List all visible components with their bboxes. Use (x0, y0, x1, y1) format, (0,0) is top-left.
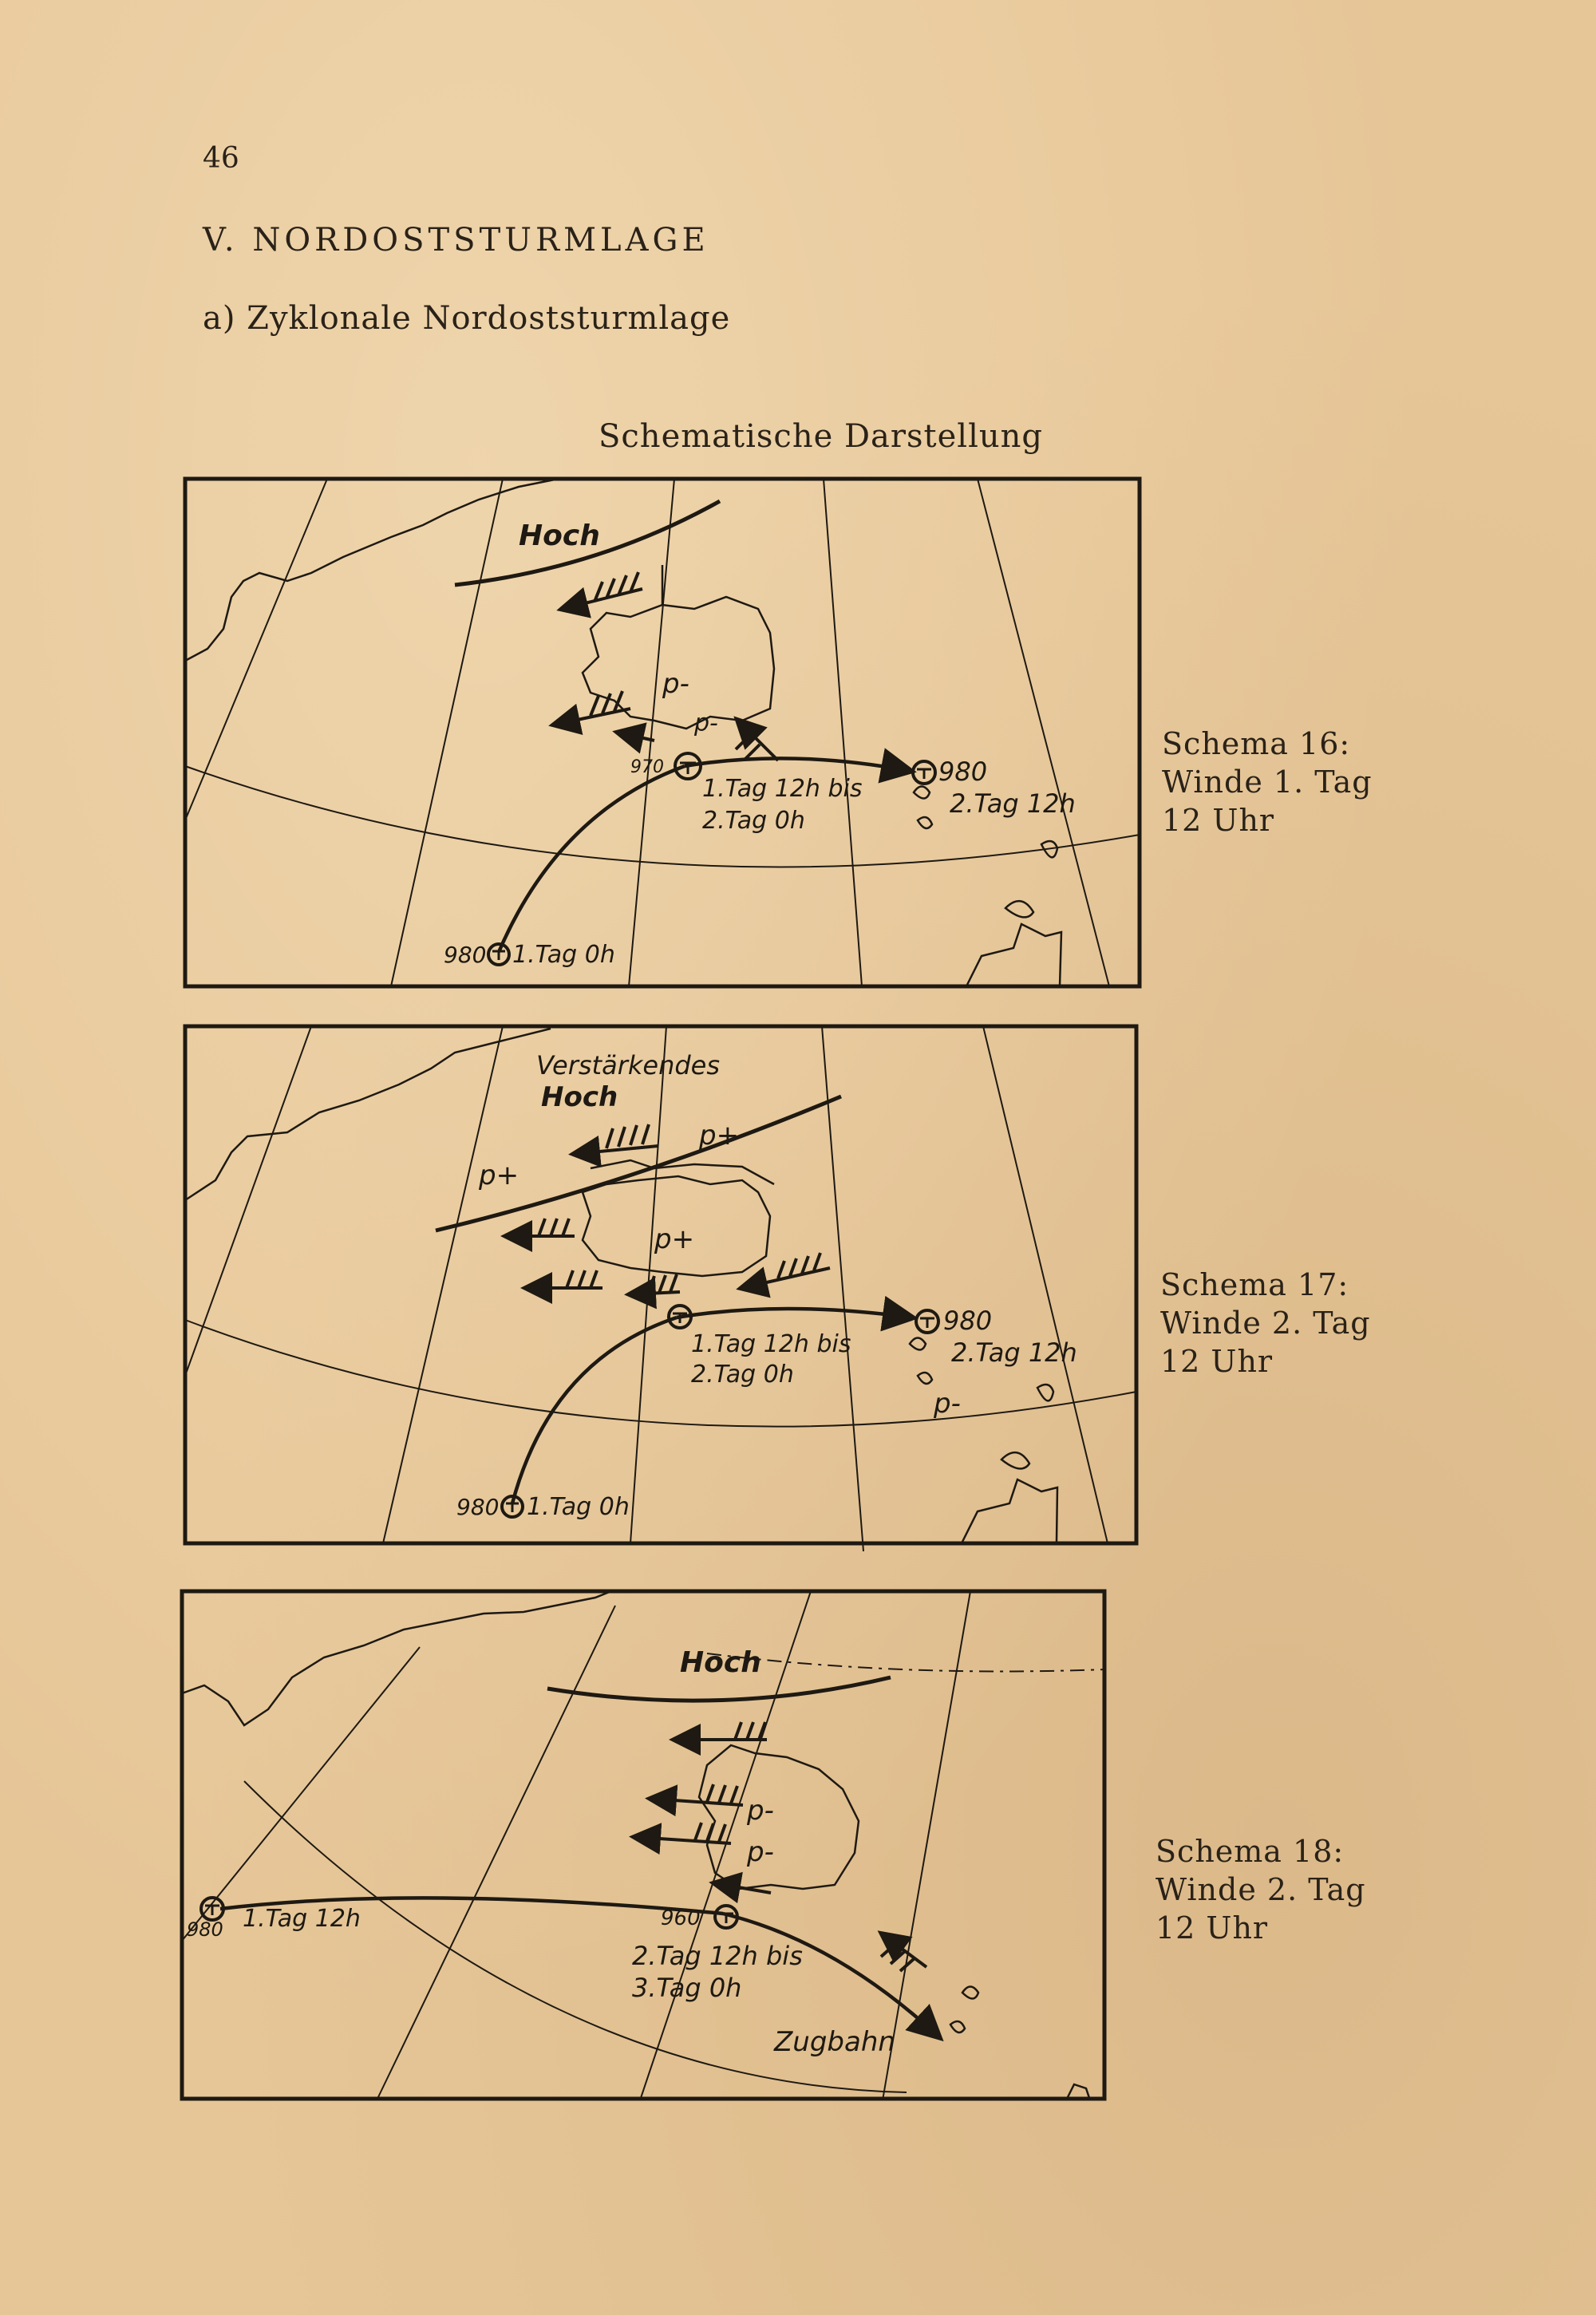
meridian-line (983, 1026, 1108, 1543)
wind-barb (563, 572, 642, 609)
cyclone-track (685, 758, 910, 771)
caption-schema-18: Schema 18: Winde 2. Tag 12 Uhr (1156, 1834, 1366, 1946)
meridian-line (822, 1026, 863, 1551)
label-time: 1.Tag 12h (243, 1905, 361, 1933)
label-pressure: 960 (661, 1906, 701, 1930)
weather-map-schema-18 (180, 1590, 1108, 2100)
high-pressure-ridge (547, 1677, 891, 1701)
label-time: 2.Tag 0h (691, 1361, 794, 1389)
label-time: 1.Tag 12h bis (702, 775, 863, 803)
coastline (182, 1591, 611, 1725)
wind-barb (507, 1219, 575, 1236)
cyclone-track (723, 1914, 938, 2036)
label-pressure: 980 (938, 757, 988, 787)
label-p-plus: p+ (654, 1223, 695, 1255)
caption-schema-16: Schema 16: Winde 1. Tag 12 Uhr (1162, 726, 1373, 838)
label-p-minus: p- (662, 668, 689, 700)
page-number: 46 (203, 142, 239, 175)
label-p-minus: p- (747, 1795, 774, 1827)
label-pressure: 980 (444, 942, 487, 968)
wind-barb (742, 1253, 830, 1288)
cyclone-center-symbol (916, 1310, 938, 1333)
label-pressure: 980 (456, 1494, 500, 1520)
label-p-plus: p+ (699, 1120, 740, 1152)
label-high: Hoch (541, 1081, 618, 1113)
caption-schema-17: Schema 17: Winde 2. Tag 12 Uhr (1160, 1267, 1371, 1379)
meridian-line (629, 479, 674, 986)
label-pressure: 980 (187, 1918, 223, 1941)
label-time: 1.Tag 0h (527, 1493, 630, 1521)
island-outline (583, 597, 774, 729)
wind-barb (651, 1784, 743, 1805)
weather-map-schema-16 (184, 477, 1141, 988)
wind-barb (575, 1124, 658, 1154)
label-high: Hoch (680, 1646, 761, 1679)
wind-barb (736, 721, 778, 760)
latitude-line (185, 1320, 1136, 1427)
label-time: 2.Tag 12h (951, 1337, 1077, 1368)
wind-barb (715, 1883, 771, 1893)
label-time: 1.Tag 12h bis (691, 1330, 851, 1358)
island-outline (699, 1745, 859, 1889)
coastline (185, 479, 559, 661)
cyclone-center-symbol (913, 761, 935, 784)
chapter-heading: V. NORDOSTSTURMLAGE (203, 222, 709, 259)
wind-barb (555, 691, 630, 725)
meridian-line (978, 479, 1109, 986)
label-pressure: 970 (630, 757, 664, 777)
weather-map-schema-17 (184, 1025, 1141, 1545)
meridian-line (383, 1026, 503, 1543)
wind-barb (630, 1274, 680, 1294)
section-heading: a) Zyklonale Nordoststurmlage (203, 300, 731, 337)
wind-barb (635, 1823, 731, 1843)
label-p-minus: p- (934, 1388, 961, 1420)
label-track: Zugbahn (774, 2026, 895, 2058)
meridian-line (391, 479, 503, 986)
map-frame (185, 479, 1140, 986)
wind-barb (618, 733, 654, 741)
label-high: Verstärkendes (536, 1050, 721, 1080)
label-p-minus: p- (694, 709, 718, 737)
label-time: 2.Tag 12h (950, 788, 1076, 819)
cyclone-center-symbol (675, 753, 701, 779)
wind-barb (527, 1270, 602, 1288)
cyclone-center-symbol (488, 944, 509, 965)
wind-barb (675, 1722, 767, 1740)
meridian-line (185, 1026, 311, 1376)
cyclone-track (499, 766, 685, 952)
label-time: 2.Tag 12h bis (632, 1941, 803, 1971)
figure-title: Schematische Darstellung (598, 418, 1043, 455)
cyclone-center-symbol (201, 1898, 223, 1920)
map-frame (182, 1591, 1104, 2099)
meridian-line (824, 479, 862, 986)
cyclone-track (677, 1309, 911, 1317)
wind-barb (881, 1934, 926, 1971)
label-time: 3.Tag 0h (632, 1973, 742, 2003)
label-time: 2.Tag 0h (702, 807, 805, 835)
meridian-line (377, 1606, 615, 2100)
label-high: Hoch (519, 519, 600, 552)
label-pressure: 980 (943, 1306, 993, 1336)
label-time: 1.Tag 0h (512, 941, 615, 969)
label-p-plus: p+ (479, 1159, 519, 1191)
label-p-minus: p- (747, 1836, 774, 1868)
